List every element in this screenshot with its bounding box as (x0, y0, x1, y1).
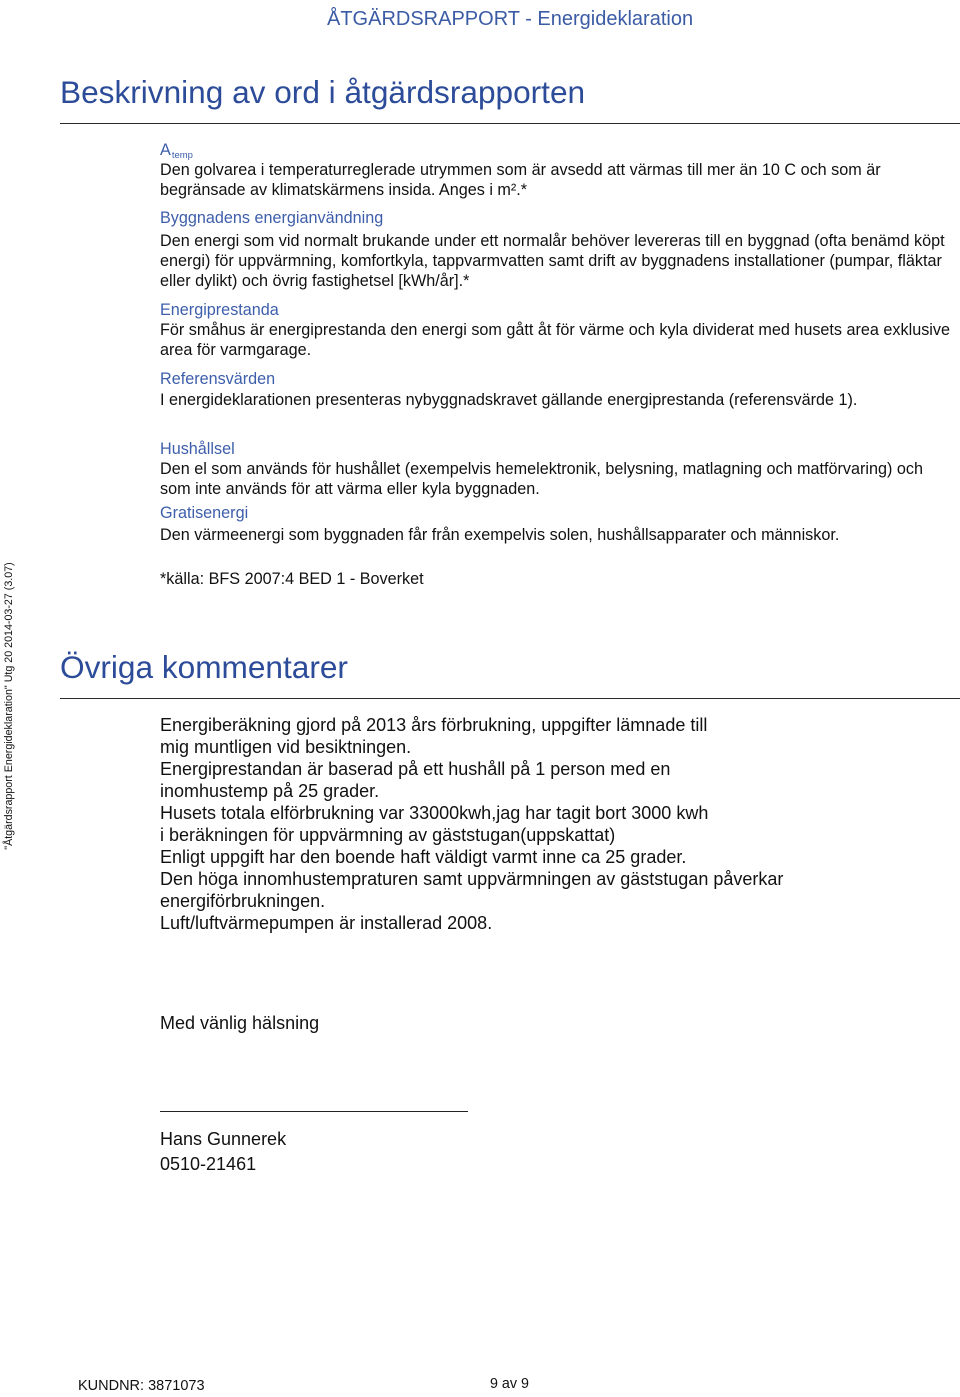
comment-line: Husets totala elförbrukning var 33000kwh,jag har tagit bort 3000 kwh (160, 803, 709, 823)
glossary-term-label: Gratisenergi (160, 504, 249, 522)
comment-line: i beräkningen för uppvärmning av gäststugan(uppskattat) (160, 825, 616, 845)
glossary-definition-line: Den värmeenergi som byggnaden får från exempelvis solen, hushållsapparater och människor. (160, 526, 840, 544)
signer-name: Hans Gunnerek (160, 1129, 287, 1149)
signature-line (160, 1111, 468, 1112)
glossary-entry-energianvandning (160, 208, 945, 291)
glossary-definition-line: energi) för uppvärmning, komfortkyla, tappvarmvatten samt drift av byggnadens installationer (pumpar, fläktar (160, 252, 942, 270)
report-header-title: ÅTGÄRDSRAPPORT - Energideklaration (327, 8, 694, 30)
comment-line: energiförbrukningen. (160, 891, 326, 911)
glossary-definition-line: area för varmgarage. (160, 341, 312, 359)
glossary-section-title: Beskrivning av ord i åtgärdsrapporten (60, 74, 586, 110)
glossary-term-label: Hushållsel (160, 440, 235, 458)
comment-line: Energiprestandan är baserad på ett hushåll på 1 person med en (160, 759, 671, 779)
glossary-term-label (160, 140, 881, 160)
document-version-note: "Åtgärdsrapport Energideklaration" Utg 20 2014-03-27 (3.07) (2, 562, 15, 850)
footer-page-number: 9 av 9 (490, 1376, 529, 1392)
comment-line: Den höga innomhustempraturen samt uppvärmningen av gäststugan påverkar (160, 869, 784, 889)
term-subscript: temp (171, 150, 193, 161)
glossary-definition-line: För småhus är energiprestanda den energi som gått åt för värme och kyla dividerat med husets area exklusive (160, 321, 950, 339)
comment-line: Energiberäkning gjord på 2013 års förbrukning, uppgifter lämnade till (160, 715, 708, 735)
comments-section-title: Övriga kommentarer (60, 649, 348, 685)
signer-phone: 0510-21461 (160, 1154, 257, 1174)
comment-line: mig muntligen vid besiktningen. (160, 737, 412, 757)
glossary-entry-hushallsel (160, 439, 923, 499)
footer-customer-number: KUNDNR: 3871073 (78, 1378, 205, 1394)
comments-body (160, 714, 783, 934)
glossary-term-label: Referensvärden (160, 370, 276, 388)
glossary-title-divider (60, 123, 960, 124)
glossary-entry-gratisenergi (160, 503, 839, 545)
glossary-definition-line: I energideklarationen presenteras nybyggnadskravet gällande energiprestanda (referensvärde 1). (160, 391, 858, 409)
comment-line: inomhustemp på 25 grader. (160, 781, 380, 801)
glossary-term-label: Byggnadens energianvändning (160, 209, 384, 227)
closing-greeting: Med vänlig hälsning (160, 1013, 320, 1033)
comment-line: Luft/luftvärmepumpen är installerad 2008. (160, 913, 493, 933)
glossary-entry-energiprestanda (160, 300, 950, 360)
glossary-definition-line: begränsade av klimatskärmens insida. Anges i m².* (160, 181, 528, 199)
glossary-definition-line: Den el som används för hushållet (exempelvis hemelektronik, belysning, matlagning och matförvaring) och (160, 460, 923, 478)
glossary-source-note: *källa: BFS 2007:4 BED 1 - Boverket (160, 570, 424, 588)
glossary-definition-line: eller dylikt) och övrig fastighetsel [kWh/år].* (160, 272, 470, 290)
glossary-entry-atemp (160, 140, 881, 200)
comments-title-divider (60, 698, 960, 699)
glossary-definition-line: som inte används för att värma eller kyla byggnaden. (160, 480, 540, 498)
glossary-definition-line: Den energi som vid normalt brukande under ett normalår behöver levereras till en byggnad (ofta benämd köpt (160, 232, 945, 250)
glossary-term-label: Energiprestanda (160, 301, 279, 319)
glossary-entry-referensvarden (160, 369, 857, 410)
term-symbol: A (160, 141, 171, 159)
comment-line: Enligt uppgift har den boende haft väldigt varmt inne ca 25 grader. (160, 847, 687, 867)
glossary-definition-line: Den golvarea i temperaturreglerade utrymmen som är avsedd att värmas till mer än 10 C och som är (160, 161, 881, 179)
